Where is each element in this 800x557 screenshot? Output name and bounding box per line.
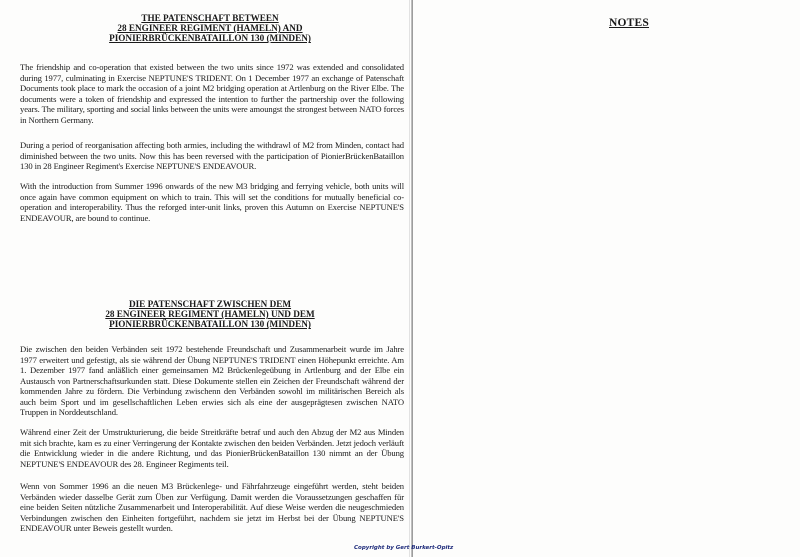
english-paragraph-3: With the introduction from Summer 1996 onwards of the new M3 bridging and ferrying vehicle, both units will once again have common equipment on which to train. This will set the conditions for mutually beneficial co-operation and interoperability. Thus the reforged inter-unit links, proven this Autumn on Exercise NEPTUNE'S ENDEAVOUR, are bound to continue. [20, 181, 404, 223]
english-heading [20, 13, 400, 44]
notes-title: NOTES [609, 17, 649, 29]
german-heading-line3: PIONIERBRÜCKENBATAILLON 130 (MINDEN) [109, 319, 311, 330]
right-page [413, 0, 800, 557]
german-paragraph-3: Wenn von Sommer 1996 an die neuen M3 Brückenlege- und Fährfahrzeuge eingeführt werden, steht beiden Verbänden wieder dasselbe Gerät zum Üben zur Verfügung. Damit werden die Voraussetzungen geschaffen für eine beiden Seiten nützliche Zusammenarbeit und Interoperabilität. Auf diese Weise werden die neugeschmieden Verbindungen zwischen den Einheiten fortgeführt, nachdem sie jetzt im Herbst bei der Übung NEPTUNE'S ENDEAVOUR unter Beweis gestellt wurden. [20, 481, 404, 533]
german-heading [20, 299, 400, 330]
english-heading-line2: 28 ENGINEER REGIMENT (HAMELN) AND [117, 23, 303, 34]
german-paragraph-1: Die zwischen den beiden Verbänden seit 1972 bestehende Freundschaft und Zusammenarbeit wurde im Jahre 1977 erweitert und gefestigt, als sie während der Übung NEPTUNE'S TRIDENT einen Höhepunkt erreichte. Am 1. Dezember 1977 fand anläßlich einer gemeinsamen M2 Brückenlegeübung in Artlenburg and der Elbe ein Austausch von Partnerschaftsurkunden statt. Diese Dokumente stellen ein Zeichen der Freundschaft während der kommenden Jahre zu fördern. Die Verbindung zwischenn den Verbänden sowohl im militärischen Bereich als auch beim Sport und im gesellschaftlichen Leben erwies sich als eine der ausgeprägtesen zwischen NATO Truppen in Norddeutschland. [20, 344, 404, 417]
page-fold [411, 0, 413, 557]
english-paragraph-1: The friendship and co-operation that existed between the two units since 1972 was extended and consolidated during 1977, culminating in Exercise NEPTUNE'S TRIDENT. On 1 December 1977 an exchange of Patenschaft Documents took place to mark the occasion of a joint M2 bridging operation at Artlenburg on the River Elbe. The documents were a token of friendship and expressed the intention to further the partnership over the following years. The military, sporting and social links between the units were amoungst the strongest between NATO forces in Northern Germany. [20, 62, 404, 125]
german-paragraph-2: Während einer Zeit der Umstrukturierung, die beide Streitkräfte betraf und auch den Abzug der M2 aus Minden mit sich brachte, kam es zu einer Verringerung der Kontakte zwischen den beiden Verbänden. Jetzt jedoch verläuft die Entwicklung wieder in die andere Richtung, und das PionierBrückenBataillon 130 nimmt an der Übung NEPTUNE'S ENDEAVOUR des 28. Engineer Regiments teil. [20, 427, 404, 469]
german-heading-line1: DIE PATENSCHAFT ZWISCHEN DEM [128, 299, 292, 309]
copyright-notice: Copyright by Gert Burkert-Opitz [354, 545, 454, 551]
english-paragraph-2: During a period of reorganisation affecting both armies, including the withdrawl of M2 from Minden, contact had diminished between the two units. Now this has been reversed with the participation of PionierBrückenBataillon 130 in 28 Engineer Regiment's Exercise NEPTUNE'S ENDEAVOUR. [20, 140, 404, 171]
german-heading-line2: 28 ENGINEER REGIMENT (HAMELN) UND DEM [105, 309, 315, 320]
page-gutter-shadow [409, 0, 410, 557]
english-heading-line3: PIONIERBRÜCKENBATAILLON 130 (MINDEN) [109, 33, 311, 44]
english-heading-line1: THE PATENSCHAFT BETWEEN [141, 13, 279, 23]
